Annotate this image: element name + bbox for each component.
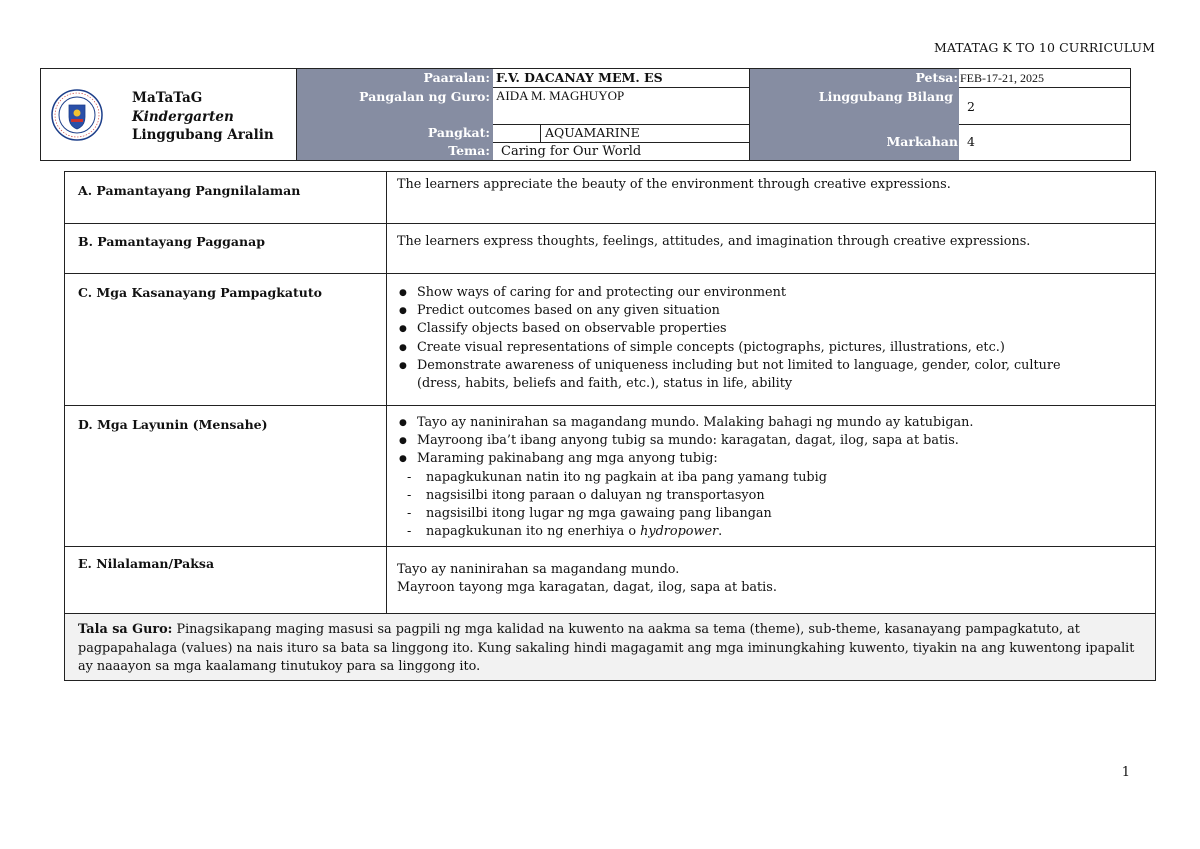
sub-item-text: napagkukunan ito ng enerhiya o [426,524,641,540]
note-label: Tala sa Guro: [78,622,173,637]
row-a-label: A. Pamantayang Pangnilalaman [65,172,387,223]
objectives-list [397,414,1147,469]
markahan-label: Markahan [749,124,959,160]
list-item: ● Tayo ay naninirahan sa magandang mundo. Malaking bahagi ng mundo ay katubigan. [397,414,1147,432]
linggo-label: Linggubang Bilang [749,87,959,124]
benefits-sublist [397,469,1147,542]
row-e [65,547,1155,613]
sub-list-item: - nagsisilbi itong lugar ng mga gawaing pang libangan [397,505,1147,523]
topic-line-2: Mayroon tayong mga karagatan, dagat, ilog, sapa at batis. [397,580,777,595]
row-b-label: B. Pamantayang Pagganap [65,224,387,273]
header-table [40,68,1131,161]
grid-line [959,124,1130,125]
list-item: ● Maraming pakinabang ang mga anyong tubig: [397,450,1147,468]
row-a-content: The learners appreciate the beauty of the environment through creative expressions. [397,177,951,192]
page-number: 1 [1121,765,1130,780]
tema-label: Tema: [297,142,493,160]
list-item: ● Demonstrate awareness of uniqueness including but not limited to language, gender, color, culture (dress, habits, beliefs and faith, etc.), status in life, ability [397,357,1147,393]
grid-line [540,124,541,142]
grid-line [749,69,750,160]
row-e-label: E. Nilalaman/Paksa [65,547,387,613]
markahan-value: 4 [967,134,975,149]
tema-value: Caring for Our World [501,144,642,159]
pangkat-label: Pangkat: [297,124,493,142]
info-grid [297,69,1130,160]
topic-line-1: Tayo ay naninirahan sa magandang mundo. [397,562,680,577]
row-d-content [387,406,1155,546]
guro-value: AIDA M. MAGHUYOP [496,88,625,103]
grid-line [493,124,749,125]
row-c-label: C. Mga Kasanayang Pampagkatuto [65,274,387,405]
note-text: Pinagsikapang maging masusi sa pagpili ng mga kalidad na kuwento na aakma sa tema (theme), sub-theme, kasanayang pampagkatuto, at pagpapahalaga (values) na nais ituro sa bata sa linggong ito. Kung sakaling hindi magagamit ang mga iminungkahing kuwento, tiyakin na ang kuwentong ipapalit ay naaayon sa mga kaalamang tinutukoy para sa linggong ito. [78,622,1135,674]
paaralan-value: F.V. DACANAY MEM. ES [496,70,663,85]
list-item: ● Classify objects based on observable properties [397,320,1147,338]
petsa-label: Petsa: [749,69,959,87]
grid-line [959,87,1130,88]
row-c [65,274,1155,406]
brand-line-3: Linggubang Aralin [132,127,274,143]
logo-cell [41,69,297,160]
paaralan-label: Paaralan: [297,69,493,87]
brand-title [132,89,274,145]
row-b [65,224,1155,274]
linggo-value: 2 [967,99,975,114]
guro-label: Pangalan ng Guro: [297,87,493,124]
sub-list-item: - napagkukunan natin ito ng pagkain at iba pang yamang tubig [397,469,1147,487]
row-c-content [387,274,1155,405]
sub-list-item [397,523,1147,541]
brand-line-1: MaTaTaG [132,90,203,106]
grid-line [493,87,749,88]
list-item: ● Show ways of caring for and protecting our environment [397,284,1147,302]
sub-item-suffix: . [718,524,723,540]
grid-line [493,142,749,143]
row-d [65,406,1155,547]
list-item: ● Create visual representations of simple concepts (pictographs, pictures, illustrations, etc.) [397,339,1147,357]
sub-item-italic: hydropower [640,524,719,540]
lesson-table [64,171,1156,681]
row-d-label: D. Mga Layunin (Mensahe) [65,406,387,546]
list-item: ● Predict outcomes based on any given situation [397,302,1147,320]
petsa-value: FEB-17-21, 2025 [960,71,1044,85]
competency-list [397,284,1147,393]
deped-seal-icon [51,89,103,141]
row-e-content [387,547,1155,613]
pangkat-value: AQUAMARINE [545,125,640,140]
teacher-note [65,613,1155,680]
sub-list-item: - nagsisilbi itong paraan o daluyan ng transportasyon [397,487,1147,505]
list-item: ● Mayroong iba’t ibang anyong tubig sa mundo: karagatan, dagat, ilog, sapa at batis. [397,432,1147,450]
row-b-content: The learners express thoughts, feelings, attitudes, and imagination through creative expressions. [397,234,1031,249]
row-a [65,172,1155,224]
curriculum-header: MATATAG K TO 10 CURRICULUM [933,40,1155,55]
brand-line-2: Kindergarten [132,108,234,125]
